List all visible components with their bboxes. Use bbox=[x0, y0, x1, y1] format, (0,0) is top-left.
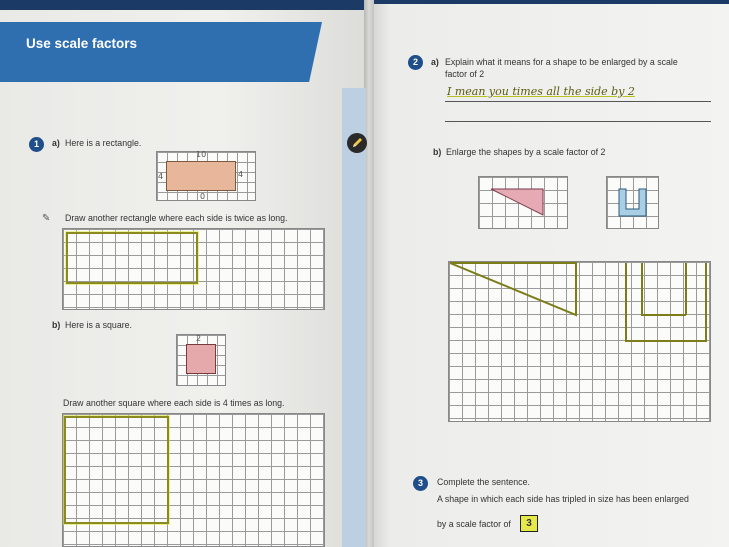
title-banner bbox=[0, 22, 322, 82]
triangle-shape bbox=[478, 176, 568, 229]
q2a-label: a) bbox=[431, 57, 439, 67]
square-shape bbox=[186, 344, 216, 374]
answer-rule-2 bbox=[445, 121, 711, 122]
drawn-square bbox=[64, 416, 169, 524]
drawn-rectangle bbox=[66, 232, 198, 284]
rectangle-shape bbox=[166, 161, 236, 191]
pencil-mark-icon: ✎ bbox=[42, 213, 51, 224]
q1b-label: b) bbox=[52, 320, 61, 330]
q3-answer-box[interactable]: 3 bbox=[520, 515, 538, 532]
q3-prompt: Complete the sentence. bbox=[437, 477, 530, 487]
page-title: Use scale factors bbox=[26, 36, 138, 51]
q2b-text: Enlarge the shapes by a scale factor of 2 bbox=[446, 147, 606, 157]
pencil-icon bbox=[347, 133, 367, 153]
q1b-instruction: Draw another square where each side is 4 times as long. bbox=[63, 398, 285, 408]
q3-sentence-line1: A shape in which each side has tripled in size has been enlarged bbox=[437, 494, 689, 504]
square-dim-top: 2 bbox=[196, 334, 202, 343]
blue-margin-bar bbox=[342, 88, 366, 547]
q1a-instruction: Draw another rectangle where each side is twice as long. bbox=[65, 213, 288, 223]
question-3-badge: 3 bbox=[413, 476, 428, 491]
q2a-text-line2: factor of 2 bbox=[445, 69, 485, 79]
q1a-label: a) bbox=[52, 138, 60, 148]
question-1-badge: 1 bbox=[29, 137, 44, 152]
q1b-text: Here is a square. bbox=[65, 320, 132, 330]
rect-dim-top: 10 bbox=[196, 150, 207, 159]
drawn-enlargements bbox=[448, 261, 711, 422]
q1a-text: Here is a rectangle. bbox=[65, 138, 142, 148]
answer-rule-1 bbox=[445, 101, 711, 102]
q3-sentence-line2: by a scale factor of bbox=[437, 519, 511, 529]
rect-dim-right: 4 bbox=[238, 170, 244, 179]
u-shape bbox=[606, 176, 659, 229]
rect-dim-bottom: 0 bbox=[200, 192, 206, 201]
question-2-badge: 2 bbox=[408, 55, 423, 70]
rect-dim-left: 4 bbox=[158, 172, 164, 181]
q2a-handwritten-answer: I mean you times all the side by 2 bbox=[447, 85, 635, 98]
q2a-text-line1: Explain what it means for a shape to be enlarged by a scale bbox=[445, 57, 678, 67]
q2b-label: b) bbox=[433, 147, 442, 157]
